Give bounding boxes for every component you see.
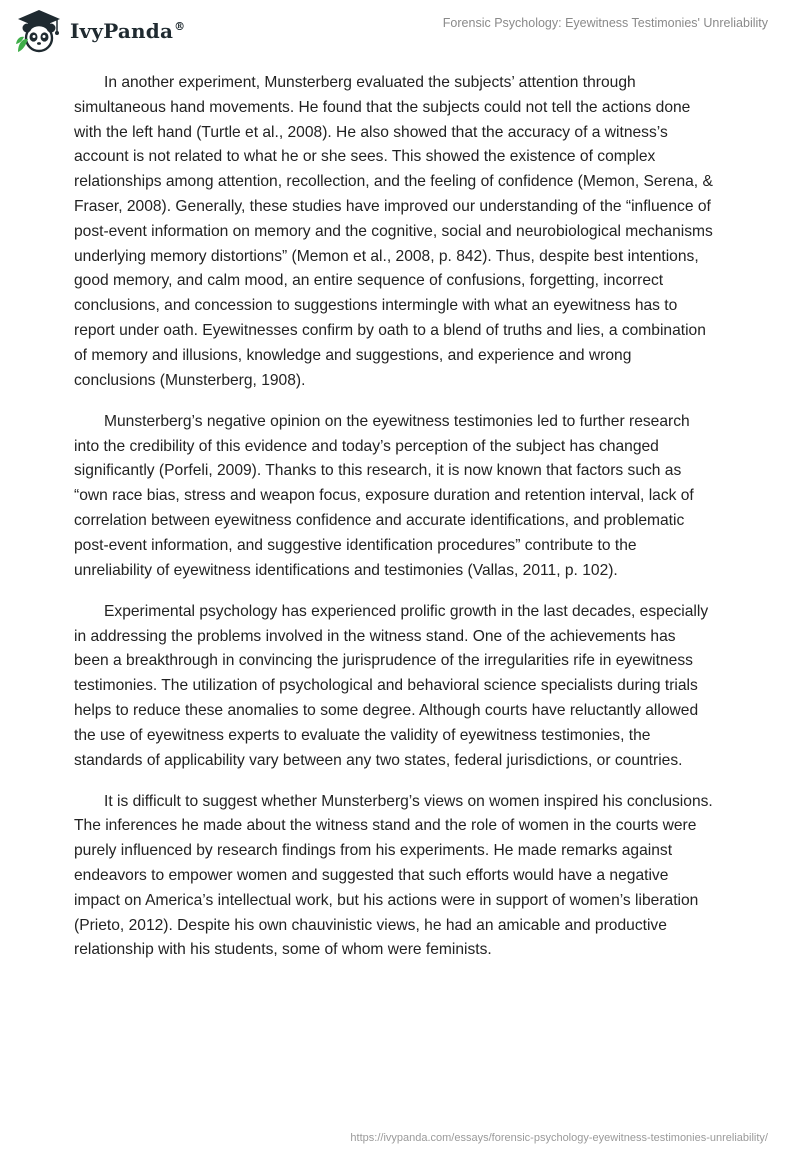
source-url-link[interactable]: https://ivypanda.com/essays/forensic-psychology-eyewitness-testimonies-unreliability/ (350, 1132, 768, 1144)
paragraph: In another experiment, Munsterberg evaluated the subjects’ attention through simultaneous hand movements. He found that the subjects could not tell the actions done with the left hand (Turtle et al., 2008). He also showed that the accuracy of a witness’s account is not related to what he or she sees. This showed the existence of complex relationships among attention, recollection, and the feeling of confidence (Memon, Serena, & Fraser, 2008). Generally, these studies have improved our understanding of the “influence of post-event information on memory and the cognitive, social and neurobiological mechanisms underlying memory distortions” (Memon et al., 2008, p. 842). Thus, despite best intentions, good memory, and calm mood, an entire sequence of confusions, forgetting, incorrect conclusions, and concession to suggestions intermingle with what an eyewitness has to report under oath. Eyewitnesses confirm by oath to a blend of truths and lies, a combination of memory and illusions, knowledge and suggestions, and experience and wrong conclusions (Munsterberg, 1908). (74, 74, 713, 389)
paragraph: It is difficult to suggest whether Munsterberg’s views on women inspired his conclusions. The inferences he made about the witness stand and the role of women in the courts were purely influenced by research findings from his experiments. He made remarks against endeavors to empower women and suggested that such efforts would have a negative impact on America’s intellectual work, but his actions were in support of women’s liberation (Prieto, 2012). Despite his own chauvinistic views, he had an amicable and productive relationship with his students, some of whom were feminists. (74, 792, 713, 959)
document-title: Forensic Psychology: Eyewitness Testimonies' Unreliability (442, 16, 768, 30)
registered-mark: ® (174, 20, 186, 34)
panda-graduate-icon (14, 8, 64, 54)
paragraph: Munsterberg’s negative opinion on the eyewitness testimonies led to further research into the credibility of this evidence and today’s perception of the subject has changed significantly (Porfeli, 2009). Thanks to this research, it is now known that factors such as “own race bias, stress and weapon focus, exposure duration and retention interval, lack of correlation between eyewitness confidence and accurate identifications, and problematic post-event information, and suggestive identification procedures” contribute to the unreliability of eyewitness identifications and testimonies (Vallas, 2011, p. 102). (74, 412, 694, 579)
essay-body (74, 71, 714, 980)
logo-wordmark: IvyPanda (70, 19, 174, 43)
ivypanda-logo[interactable] (14, 8, 185, 54)
page-header (0, 0, 800, 64)
logo-text (70, 19, 185, 43)
paragraph: Experimental psychology has experienced prolific growth in the last decades, especially in addressing the problems involved in the witness stand. One of the achievements has been a breakthrough in convincing the jurisprudence of the irregularities rife in eyewitness testimonies. The utilization of psychological and behavioral science specialists during trials helps to reduce these anomalies to some degree. Although courts have reluctantly allowed the use of eyewitness experts to evaluate the validity of eyewitness testimonies, the standards of applicability vary between any two states, federal jurisdictions, or countries. (74, 602, 709, 769)
